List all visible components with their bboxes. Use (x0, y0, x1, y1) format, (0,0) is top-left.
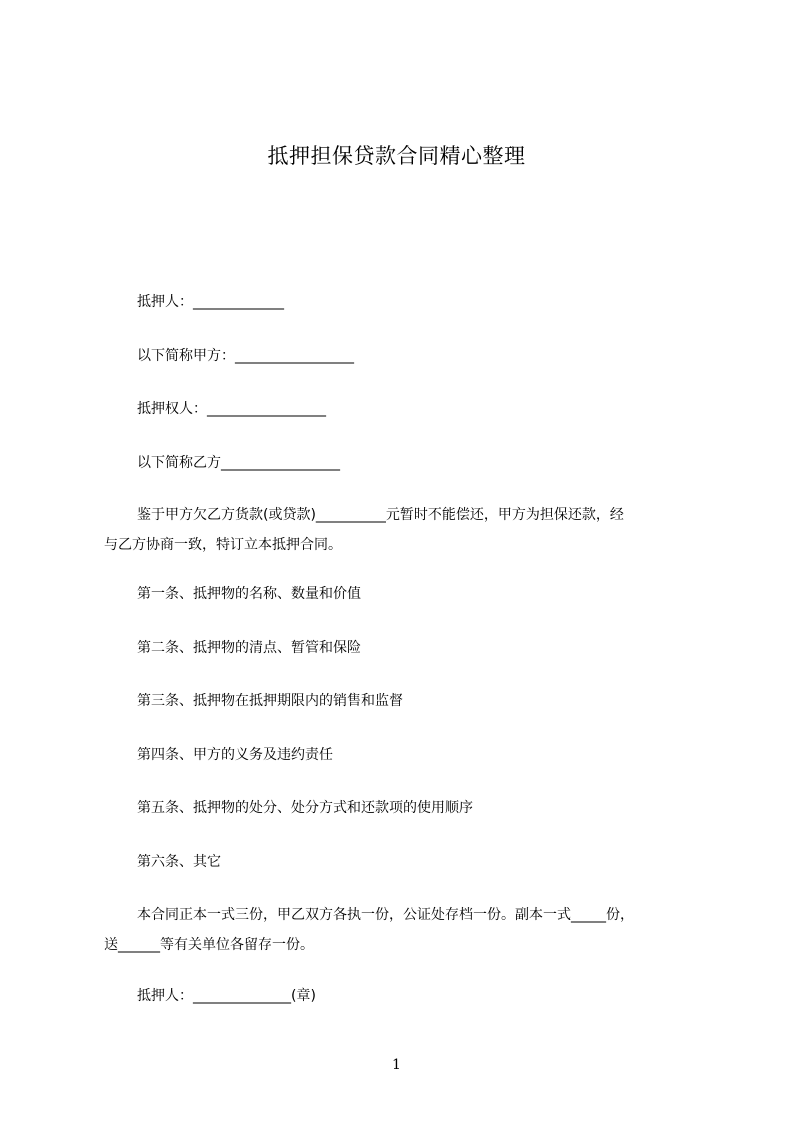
party-a-line: 以下简称甲方：_________________ (137, 348, 354, 364)
preamble-line-2: 与乙方协商一致，特订立本抵押合同。 (104, 537, 342, 553)
closing-paragraph (104, 900, 704, 960)
article-3: 第三条、抵押物在抵押期限内的销售和监督 (137, 693, 403, 709)
article-6: 第六条、其它 (137, 854, 221, 870)
mortgagee-line: 抵押权人：_________________ (137, 401, 326, 417)
closing-line-2: 送______等有关单位各留存一份。 (104, 937, 314, 953)
mortgagor-line: 抵押人：_____________ (137, 294, 284, 310)
document-title: 抵押担保贷款合同精心整理 (267, 144, 526, 168)
page-number: 1 (392, 1057, 401, 1073)
preamble-paragraph (104, 500, 704, 560)
article-5: 第五条、抵押物的处分、处分方式和还款项的使用顺序 (137, 800, 473, 816)
party-b-line: 以下简称乙方_________________ (137, 455, 340, 471)
preamble-line-1: 鉴于甲方欠乙方货款(或贷款)__________元暂时不能偿还，甲方为担保还款，经 (137, 507, 624, 523)
closing-line-1: 本合同正本一式三份，甲乙双方各执一份，公证处存档一份。副本一式_____份， (137, 907, 634, 923)
signature-line: 抵押人：______________(章) (137, 988, 316, 1004)
article-1: 第一条、抵押物的名称、数量和价值 (137, 586, 361, 602)
article-4: 第四条、甲方的义务及违约责任 (137, 747, 333, 763)
article-2: 第二条、抵押物的清点、暂管和保险 (137, 640, 361, 656)
